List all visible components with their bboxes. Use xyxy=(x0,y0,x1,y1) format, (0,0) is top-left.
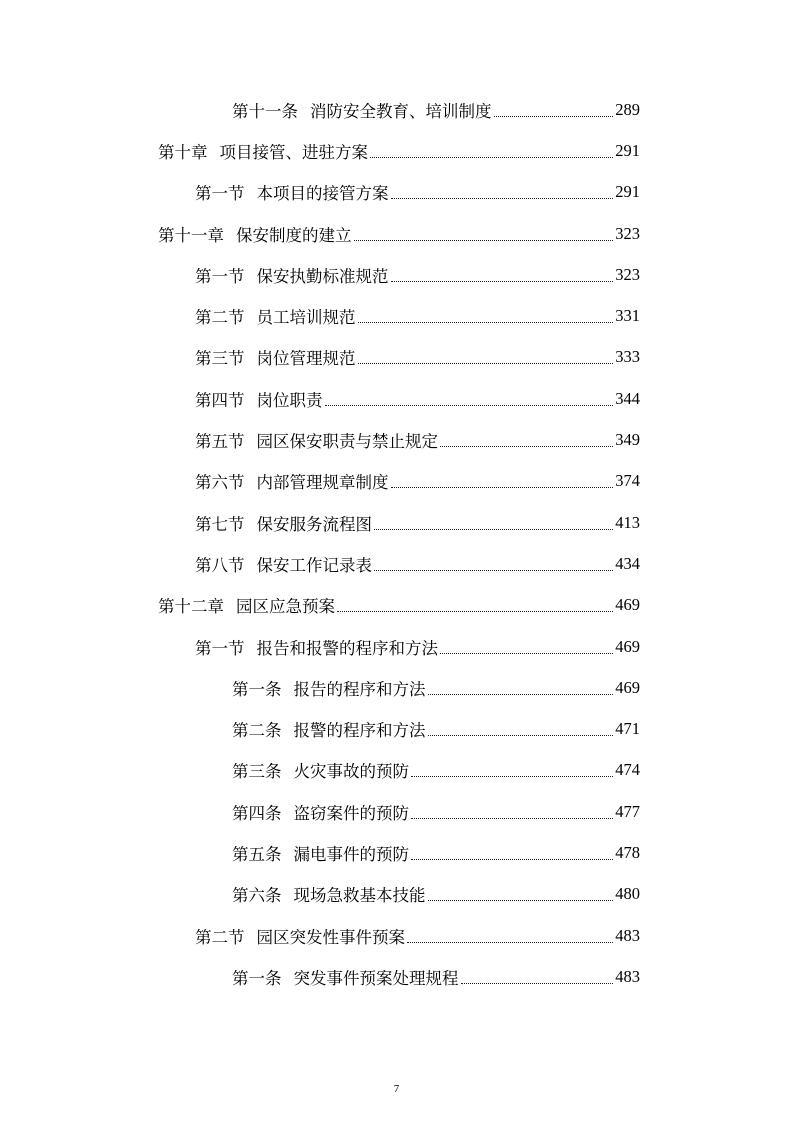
dot-leader xyxy=(411,775,613,777)
toc-entry-title: 园区突发性事件预案 xyxy=(256,927,405,947)
toc-entry-number: 第五条 xyxy=(232,844,282,864)
toc-entry-title: 报告的程序和方法 xyxy=(293,679,426,699)
table-of-contents xyxy=(0,89,793,998)
toc-entry-title: 保安工作记录表 xyxy=(256,555,372,575)
dot-leader xyxy=(391,280,614,282)
toc-entry-page: 483 xyxy=(615,966,640,986)
toc-entry-page: 289 xyxy=(615,99,640,119)
dot-leader xyxy=(428,734,614,736)
toc-entry-number: 第五节 xyxy=(195,432,245,452)
toc-entry-title: 岗位管理规范 xyxy=(256,349,356,369)
toc-entry-page: 323 xyxy=(615,264,640,284)
toc-entry-page: 291 xyxy=(615,182,640,202)
toc-entry-title: 保安执勤标准规范 xyxy=(256,266,389,286)
toc-entry[interactable] xyxy=(0,750,793,791)
toc-entry[interactable] xyxy=(0,419,793,460)
toc-entry[interactable] xyxy=(0,585,793,626)
dot-leader xyxy=(370,156,613,158)
toc-entry-page: 291 xyxy=(615,140,640,160)
toc-entry[interactable] xyxy=(0,874,793,915)
toc-entry[interactable] xyxy=(0,213,793,254)
toc-entry[interactable] xyxy=(0,708,793,749)
dot-leader xyxy=(411,858,613,860)
toc-entry-number: 第二条 xyxy=(232,721,282,741)
toc-entry-page: 474 xyxy=(615,760,640,780)
toc-entry-title: 漏电事件的预防 xyxy=(293,844,409,864)
toc-entry-title: 园区保安职责与禁止规定 xyxy=(256,432,438,452)
dot-leader xyxy=(391,197,614,199)
toc-entry-title: 报告和报警的程序和方法 xyxy=(256,638,438,658)
toc-entry-title: 火灾事故的预防 xyxy=(293,762,409,782)
toc-entry-page: 323 xyxy=(615,223,640,243)
dot-leader xyxy=(428,899,614,901)
toc-entry-page: 478 xyxy=(615,842,640,862)
toc-entry[interactable] xyxy=(0,956,793,997)
toc-entry[interactable] xyxy=(0,172,793,213)
toc-entry[interactable] xyxy=(0,295,793,336)
toc-entry-page: 344 xyxy=(615,388,640,408)
toc-entry-page: 480 xyxy=(615,884,640,904)
dot-leader xyxy=(407,941,613,943)
toc-entry-number: 第十二章 xyxy=(158,597,224,617)
toc-entry-number: 第十一条 xyxy=(232,101,298,121)
toc-entry-title: 内部管理规章制度 xyxy=(256,473,389,493)
toc-entry-number: 第一条 xyxy=(232,968,282,988)
dot-leader xyxy=(358,362,614,364)
toc-entry-number: 第三条 xyxy=(232,762,282,782)
toc-entry[interactable] xyxy=(0,543,793,584)
dot-leader xyxy=(440,652,613,654)
dot-leader xyxy=(374,569,613,571)
toc-entry[interactable] xyxy=(0,791,793,832)
toc-entry[interactable] xyxy=(0,832,793,873)
toc-entry-page: 477 xyxy=(615,801,640,821)
toc-entry-page: 469 xyxy=(615,636,640,656)
toc-entry-page: 331 xyxy=(615,306,640,326)
toc-entry[interactable] xyxy=(0,337,793,378)
toc-entry[interactable] xyxy=(0,130,793,171)
toc-entry-title: 消防安全教育、培训制度 xyxy=(310,101,492,121)
toc-entry-number: 第七节 xyxy=(195,514,245,534)
toc-entry-number: 第三节 xyxy=(195,349,245,369)
toc-entry-page: 469 xyxy=(615,595,640,615)
toc-entry-page: 374 xyxy=(615,471,640,491)
toc-entry-page: 413 xyxy=(615,512,640,532)
toc-entry-number: 第二节 xyxy=(195,927,245,947)
toc-entry[interactable] xyxy=(0,89,793,130)
toc-entry-page: 471 xyxy=(615,719,640,739)
toc-entry[interactable] xyxy=(0,626,793,667)
dot-leader xyxy=(374,528,613,530)
toc-entry-number: 第一节 xyxy=(195,638,245,658)
toc-entry-title: 本项目的接管方案 xyxy=(256,184,389,204)
toc-entry-page: 469 xyxy=(615,677,640,697)
toc-entry-number: 第二节 xyxy=(195,308,245,328)
toc-entry-title: 盗窃案件的预防 xyxy=(293,803,409,823)
toc-entry-number: 第一节 xyxy=(195,184,245,204)
dot-leader xyxy=(411,817,613,819)
dot-leader xyxy=(337,610,613,612)
toc-entry-title: 员工培训规范 xyxy=(256,308,356,328)
dot-leader xyxy=(428,693,614,695)
page-number: 7 xyxy=(393,1083,400,1095)
toc-entry-number: 第十章 xyxy=(158,142,208,162)
dot-leader xyxy=(391,486,614,488)
toc-entry-number: 第一条 xyxy=(232,679,282,699)
toc-entry[interactable] xyxy=(0,254,793,295)
dot-leader xyxy=(461,982,614,984)
toc-entry-number: 第四节 xyxy=(195,390,245,410)
dot-leader xyxy=(440,445,613,447)
dot-leader xyxy=(325,404,614,406)
toc-entry-number: 第六条 xyxy=(232,886,282,906)
toc-entry-page: 333 xyxy=(615,347,640,367)
toc-entry[interactable] xyxy=(0,915,793,956)
toc-entry-number: 第八节 xyxy=(195,555,245,575)
toc-entry[interactable] xyxy=(0,461,793,502)
toc-entry-title: 现场急救基本技能 xyxy=(293,886,426,906)
dot-leader xyxy=(494,115,614,117)
toc-entry-number: 第一节 xyxy=(195,266,245,286)
dot-leader xyxy=(354,239,614,241)
toc-entry-title: 项目接管、进驻方案 xyxy=(219,142,368,162)
toc-entry-title: 保安服务流程图 xyxy=(256,514,372,534)
toc-entry-page: 349 xyxy=(615,430,640,450)
toc-entry-title: 保安制度的建立 xyxy=(236,225,352,245)
toc-entry-title: 报警的程序和方法 xyxy=(293,721,426,741)
toc-entry[interactable] xyxy=(0,502,793,543)
dot-leader xyxy=(358,321,614,323)
toc-entry-title: 突发事件预案处理规程 xyxy=(293,968,459,988)
toc-entry-page: 434 xyxy=(615,553,640,573)
toc-entry-number: 第六节 xyxy=(195,473,245,493)
toc-entry-title: 园区应急预案 xyxy=(236,597,335,617)
toc-entry-title: 岗位职责 xyxy=(256,390,323,410)
toc-entry-page: 483 xyxy=(615,925,640,945)
toc-entry-number: 第十一章 xyxy=(158,225,224,245)
toc-entry[interactable] xyxy=(0,667,793,708)
toc-entry-number: 第四条 xyxy=(232,803,282,823)
toc-entry[interactable] xyxy=(0,378,793,419)
